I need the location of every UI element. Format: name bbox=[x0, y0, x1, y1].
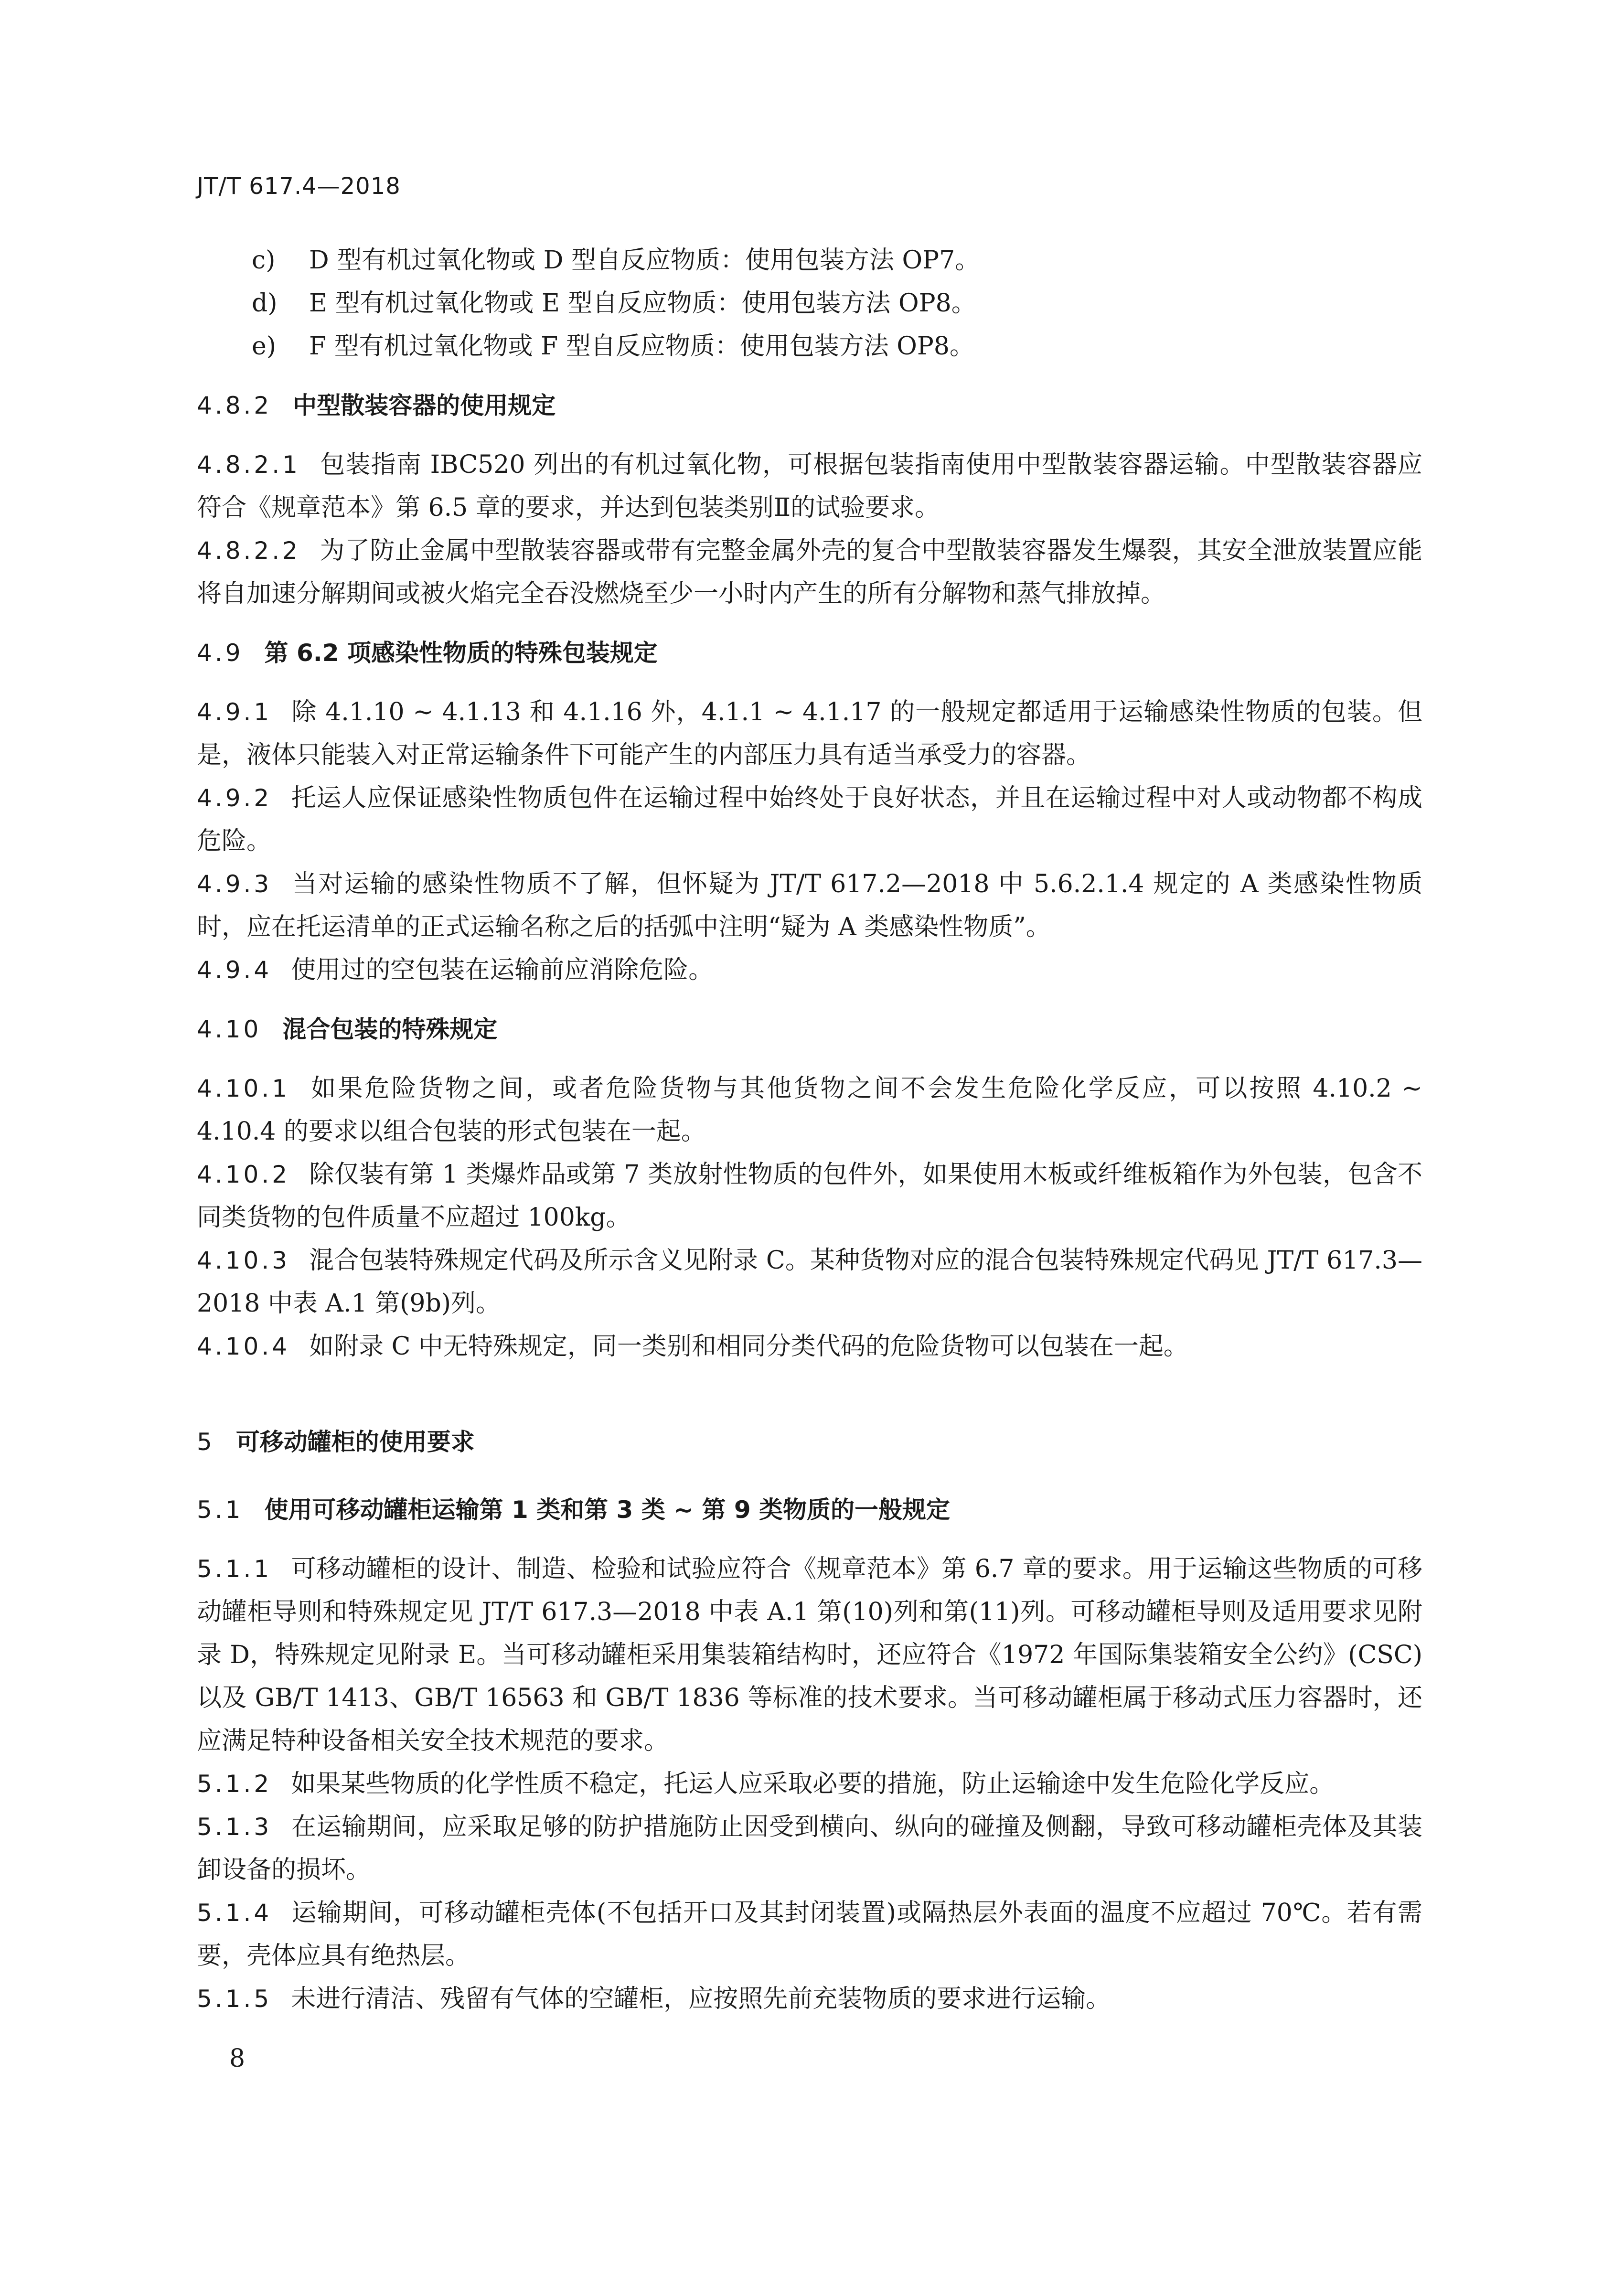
clause-4-10-3 bbox=[197, 1239, 1422, 1325]
clause-4-10-1 bbox=[197, 1067, 1422, 1153]
clause-number: 5.1.1 bbox=[197, 1555, 272, 1583]
list-text: D 型有机过氧化物或 D 型自反应物质：使用包装方法 OP7。 bbox=[309, 246, 980, 275]
section-title: 中型散装容器的使用规定 bbox=[293, 392, 556, 419]
clause-number: 4.10.2 bbox=[197, 1161, 290, 1188]
clause-text: 可移动罐柜的设计、制造、检验和试验应符合《规章范本》第 6.7 章的要求。用于运输这些物质的可移动罐柜导则和特殊规定见 JT/T 617.3—2018 中表 A.1 第(10)列和第(11)列。可移动罐柜导则及适用要求见附录 D，特殊规定见附录 E。当可移动罐柜采用集装箱结构时，还应符合《1972 年国际集装箱安全公约》(CSC)以及 GB/T 1413、GB/T 16563 和 GB/T 1836 等标准的技术要求。当可移动罐柜属于移动式压力容器时，还应满足特种设备相关安全技术规范的要求。 bbox=[197, 1555, 1422, 1755]
clause-text: 如果危险货物之间，或者危险货物与其他货物之间不会发生危险化学反应，可以按照 4.10.2 ~ 4.10.4 的要求以组合包装的形式包装在一起。 bbox=[197, 1074, 1422, 1146]
packaging-method-list bbox=[197, 239, 1422, 368]
clause-4-9-3 bbox=[197, 863, 1422, 949]
clause-number: 4.10.3 bbox=[197, 1247, 290, 1274]
clause-text: 未进行清洁、残留有气体的空罐柜，应按照先前充装物质的要求进行运输。 bbox=[291, 1985, 1111, 2013]
section-heading-5-1 bbox=[197, 1488, 1422, 1531]
chapter-number: 5 bbox=[197, 1428, 215, 1456]
clause-text: 运输期间，可移动罐柜壳体(不包括开口及其封闭装置)或隔热层外表面的温度不应超过 70℃。若有需要，壳体应具有绝热层。 bbox=[197, 1899, 1422, 1970]
clause-number: 5.1.2 bbox=[197, 1770, 272, 1798]
clause-4-9-1 bbox=[197, 691, 1422, 777]
clause-number: 4.8.2.2 bbox=[197, 537, 300, 565]
clause-5-1-4 bbox=[197, 1891, 1422, 1977]
page-number: 8 bbox=[229, 2044, 246, 2073]
clause-5-1-1 bbox=[197, 1548, 1422, 1762]
clause-5-1-2 bbox=[197, 1762, 1422, 1805]
clause-number: 4.9.3 bbox=[197, 870, 272, 898]
clause-text: 混合包装特殊规定代码及所示含义见附录 C。某种货物对应的混合包装特殊规定代码见 JT/T 617.3—2018 中表 A.1 第(9b)列。 bbox=[197, 1246, 1422, 1318]
list-marker: c) bbox=[252, 246, 276, 275]
clause-4-10-4 bbox=[197, 1325, 1422, 1368]
clause-number: 5.1.5 bbox=[197, 1985, 272, 2013]
chapter-heading-5 bbox=[197, 1420, 1422, 1463]
list-text: F 型有机过氧化物或 F 型自反应物质：使用包装方法 OP8。 bbox=[309, 332, 974, 361]
list-marker: e) bbox=[252, 332, 277, 361]
section-title: 使用可移动罐柜运输第 1 类和第 3 类 ~ 第 9 类物质的一般规定 bbox=[264, 1496, 951, 1524]
list-item bbox=[197, 325, 1422, 368]
section-number: 5.1 bbox=[197, 1496, 244, 1524]
section-title: 混合包装的特殊规定 bbox=[282, 1015, 498, 1043]
clause-text: 除 4.1.10 ~ 4.1.13 和 4.1.16 外，4.1.1 ~ 4.1.17 的一般规定都适用于运输感染性物质的包装。但是，液体只能装入对正常运输条件下可能产生的内部压力具有适当承受力的容器。 bbox=[197, 698, 1422, 769]
chapter-title: 可移动罐柜的使用要求 bbox=[235, 1428, 475, 1456]
clause-text: 托运人应保证感染性物质包件在运输过程中始终处于良好状态，并且在运输过程中对人或动物都不构成危险。 bbox=[197, 784, 1422, 855]
clause-4-9-2 bbox=[197, 777, 1422, 863]
section-number: 4.8.2 bbox=[197, 392, 272, 419]
section-title: 第 6.2 项感染性物质的特殊包装规定 bbox=[264, 639, 658, 667]
clause-text: 当对运输的感染性物质不了解，但怀疑为 JT/T 617.2—2018 中 5.6.2.1.4 规定的 A 类感染性物质时，应在托运清单的正式运输名称之后的括弧中注明“疑为 A 类感染性物质”。 bbox=[197, 870, 1422, 941]
clause-text: 除仅装有第 1 类爆炸品或第 7 类放射性物质的包件外，如果使用木板或纤维板箱作为外包装，包含不同类货物的包件质量不应超过 100kg。 bbox=[197, 1160, 1422, 1232]
clause-text: 为了防止金属中型散装容器或带有完整金属外壳的复合中型散装容器发生爆裂，其安全泄放装置应能将自加速分解期间或被火焰完全吞没燃烧至少一小时内产生的所有分解物和蒸气排放掉。 bbox=[197, 536, 1422, 608]
clause-text: 在运输期间，应采取足够的防护措施防止因受到横向、纵向的碰撞及侧翻，导致可移动罐柜壳体及其装卸设备的损坏。 bbox=[197, 1813, 1422, 1884]
clause-text: 如附录 C 中无特殊规定，同一类别和相同分类代码的危险货物可以包装在一起。 bbox=[309, 1332, 1188, 1361]
document-body bbox=[197, 239, 1422, 2020]
section-heading-4-9 bbox=[197, 631, 1422, 674]
list-item bbox=[197, 282, 1422, 325]
clause-number: 4.9.2 bbox=[197, 784, 272, 812]
clause-5-1-3 bbox=[197, 1805, 1422, 1891]
clause-number: 5.1.4 bbox=[197, 1899, 272, 1927]
clause-text: 包装指南 IBC520 列出的有机过氧化物，可根据包装指南使用中型散装容器运输。中型散装容器应符合《规章范本》第 6.5 章的要求，并达到包装类别Ⅱ的试验要求。 bbox=[197, 450, 1422, 522]
document-header: JT/T 617.4—2018 bbox=[197, 173, 401, 200]
list-item bbox=[197, 239, 1422, 282]
section-heading-4-8-2 bbox=[197, 384, 1422, 427]
clause-4-8-2-2 bbox=[197, 529, 1422, 615]
clause-number: 4.9.1 bbox=[197, 698, 272, 726]
clause-4-9-4 bbox=[197, 949, 1422, 992]
list-text: E 型有机过氧化物或 E 型自反应物质：使用包装方法 OP8。 bbox=[309, 289, 976, 318]
clause-number: 5.1.3 bbox=[197, 1813, 272, 1841]
clause-number: 4.10.1 bbox=[197, 1075, 290, 1102]
clause-text: 使用过的空包装在运输前应消除危险。 bbox=[291, 956, 714, 984]
clause-4-10-2 bbox=[197, 1153, 1422, 1239]
section-number: 4.9 bbox=[197, 639, 244, 667]
clause-5-1-5 bbox=[197, 1977, 1422, 2020]
clause-4-8-2-1 bbox=[197, 443, 1422, 529]
list-marker: d) bbox=[252, 289, 278, 318]
clause-number: 4.8.2.1 bbox=[197, 451, 300, 479]
section-number: 4.10 bbox=[197, 1015, 262, 1043]
clause-number: 4.10.4 bbox=[197, 1333, 290, 1360]
clause-number: 4.9.4 bbox=[197, 956, 272, 984]
section-heading-4-10 bbox=[197, 1008, 1422, 1051]
clause-text: 如果某些物质的化学性质不稳定，托运人应采取必要的措施，防止运输途中发生危险化学反应。 bbox=[291, 1770, 1335, 1798]
